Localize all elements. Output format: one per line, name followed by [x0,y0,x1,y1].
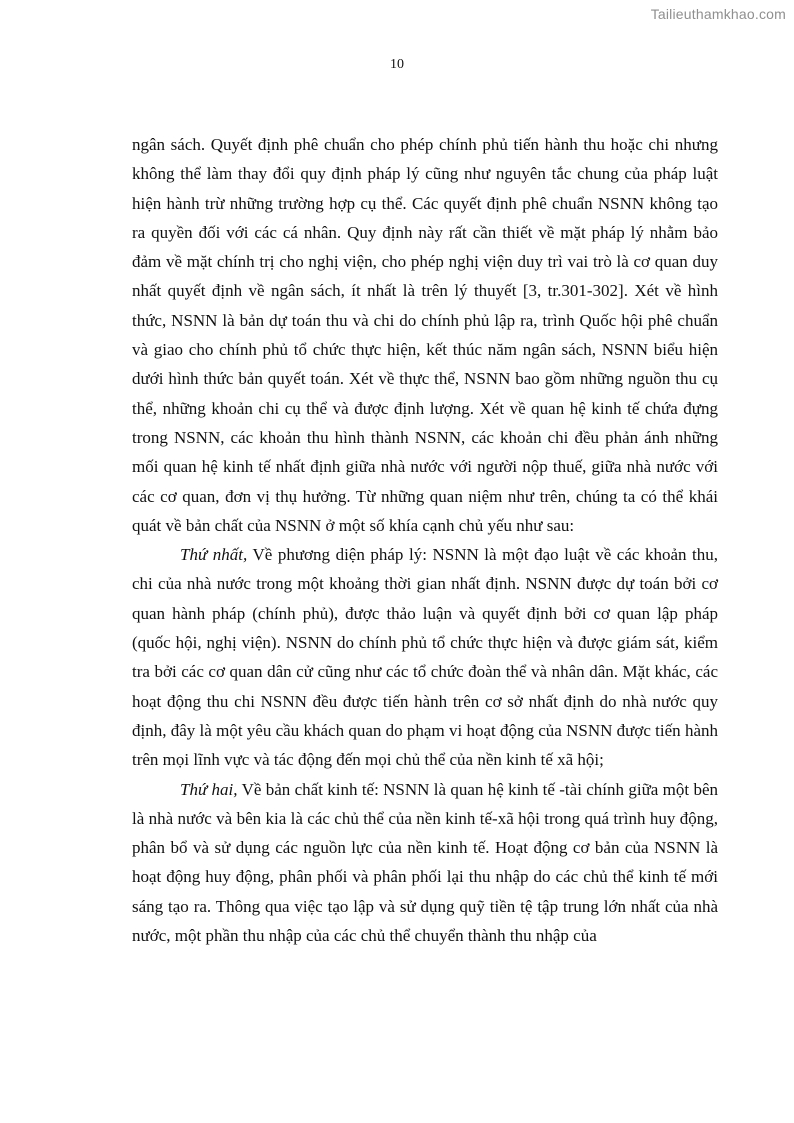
watermark: Tailieuthamkhao.com [650,6,786,22]
paragraph-second-point [132,775,718,951]
document-body [132,130,718,950]
page-number: 10 [390,57,404,72]
paragraph-first-point [132,540,718,774]
paragraph-text: Về bản chất kinh tế: NSNN là quan hệ kinh tế -tài chính giữa một bên là nhà nước và bên kia là các chủ thể của nền kinh tế-xã hội trong quá trình huy động, phân bổ và sử dụng các nguồn lực của nền kinh tế. Hoạt động cơ bản của NSNN là hoạt động huy động, phân phối và phân phối lại thu nhập do các chủ thể kinh tế mới sáng tạo ra. Thông qua việc tạo lập và sử dụng quỹ tiền tệ tập trung lớn nhất của nhà nước, một phần thu nhập của các chủ thể chuyển thành thu nhập của [132,779,719,946]
paragraph-text: Về phương diện pháp lý: NSNN là một đạo luật về các khoản thu, chi của nhà nước trong một khoảng thời gian nhất định. NSNN được dự toán bởi cơ quan hành pháp (chính phủ), được thảo luận và quyết định bởi cơ quan lập pháp (quốc hội, nghị viện). NSNN do chính phủ tổ chức thực hiện và được giám sát, kiểm tra bởi các cơ quan dân cử cũng như các tổ chức đoàn thể và nhân dân. Mặt khác, các hoạt động thu chi NSNN đều được tiến hành trên cơ sở nhất định do nhà nước quy định, đây là một yêu cầu khách quan do phạm vi hoạt động của NSNN được tiến hành trên mọi lĩnh vực và tác động đến mọi chủ thể của nền kinh tế xã hội; [132,545,719,770]
paragraph-lead: Thứ nhất, [180,545,248,565]
paragraph-lead: Thứ hai, [180,779,238,799]
paragraph-intro [132,130,718,540]
paragraph-text: ngân sách. Quyết định phê chuẩn cho phép chính phủ tiến hành thu hoặc chi nhưng không thể làm thay đổi quy định pháp lý cũng như nguyên tắc chung của pháp luật hiện hành trừ những trường hợp cụ thể. Các quyết định phê chuẩn NSNN không tạo ra quyền đối với các cá nhân. Quy định này rất cần thiết về mặt pháp lý nhằm bảo đảm về mặt chính trị cho nghị viện, cho phép nghị viện duy trì vai trò là cơ quan duy nhất quyết định về ngân sách, ít nhất là trên lý thuyết [3, tr.301-302]. Xét về hình thức, NSNN là bản dự toán thu và chi do chính phủ lập ra, trình Quốc hội phê chuẩn và giao cho chính phủ tổ chức thực hiện, kết thúc năm ngân sách, NSNN biểu hiện dưới hình thức bản quyết toán. Xét về thực thể, NSNN bao gồm những nguồn thu cụ thể, những khoản chi cụ thể và được định lượng. Xét về quan hệ kinh tế chứa đựng trong NSNN, các khoản thu hình thành NSNN, các khoản chi đều phản ánh những mối quan hệ kinh tế nhất định giữa nhà nước với người nộp thuế, giữa nhà nước với các cơ quan, đơn vị thụ hưởng. Từ những quan niệm như trên, chúng ta có thể khái quát về bản chất của NSNN ở một số khía cạnh chủ yếu như sau: [132,135,718,535]
